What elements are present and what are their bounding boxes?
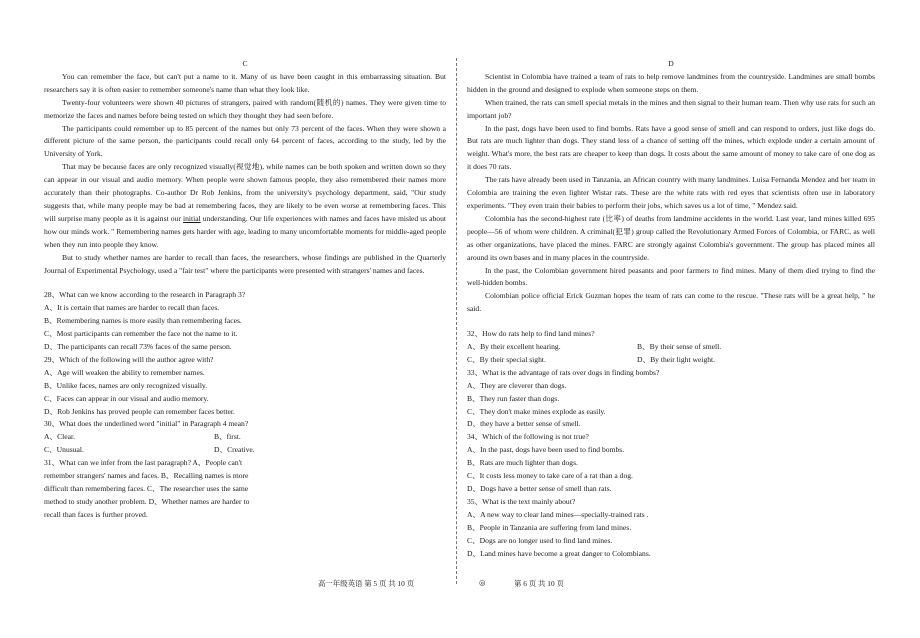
question-34-stem: 34、Which of the following is not true? xyxy=(467,432,589,442)
paragraph-4-text-b: understanding. Our life experiences with names and faces have misled us about how our minds work. " Remembering names gets harder with age, leading to many uncomfortable moments for middle-aged people when they run into people they know. xyxy=(44,213,447,249)
footer-binding-mark: ◎ xyxy=(479,578,486,587)
question-28-option-b: B、Remembering names is more easily than remembering faces. xyxy=(44,316,242,326)
question-31-line-4: method to study another problem. D、Whether names are harder to xyxy=(44,496,250,506)
question-31-line-5: recall than faces is further proved. xyxy=(44,509,148,519)
passage-d-paragraph-3: In the past, dogs have been used to find bombs. Rats have a good sense of smell and can respond to orders, just like dogs do. But rats are much lighter than dogs. They stand less of a chance of setting off the mines, which explode under a certain amount of weight. What's more, the best rats are cheaper to keep than dogs. It costs about the same amount of money to take care of one dog as it does 70 rats. xyxy=(467,123,875,172)
question-28-stem: 28、What can we know according to the research in Paragraph 3? xyxy=(44,290,246,300)
question-30-option-a: A、Clear. xyxy=(44,432,76,442)
question-29-option-b: B、Unlike faces, names are only recognized visually. xyxy=(44,380,208,390)
question-32-option-b: B、By their sense of smell. xyxy=(637,342,722,352)
question-30-options-row-1 xyxy=(44,431,446,444)
question-29-option-c: C、Faces can appear in our visual and audio memory. xyxy=(44,393,209,403)
question-33-option-d: D、they have a better sense of smell. xyxy=(467,419,581,429)
question-32-option-c: C、By their special sight. xyxy=(467,354,546,364)
passage-c-paragraph-3: The participants could remember up to 85 percent of the names but only 73 percent of the faces. When they were shown a different picture of the same person, the participants could recall only 64 percent of faces, according to the study, led by the University of York. xyxy=(44,123,446,159)
question-33-option-c: C、They don't make mines explode as easily. xyxy=(467,406,606,416)
passage-d-paragraph-7: Colombian police official Erick Guzman hopes the team of rats can come to the rescue. "These rats will be a great help, " he said. xyxy=(467,291,875,314)
question-29-stem: 29、Which of the following will the author agree with? xyxy=(44,354,214,364)
passage-d-paragraph-6: In the past, the Colombian government hired peasants and poor farmers to find mines. Many of them died trying to find the well-hidden bombs. xyxy=(467,265,875,288)
passage-d-paragraph-5: Colombia has the second-highest rate (比率) of deaths from landmine accidents in the world. Last year, land mines killed 695 people—56 of whom were children. A criminal(犯罪) group called the Revolutionary Armed Forces of Colombia, or FARC, as well as other organizations, have placed the mines. FARC are strongly against Colombia's government. The group has placed mines all around its own bases and in many places in the countryside. xyxy=(467,213,875,262)
footer-page-5: 高一年级英语 第 5 页 共 10 页 xyxy=(318,579,415,588)
passage-d-paragraph-1: Scientist in Colombia have trained a team of rats to help remove landmines from the countryside. Landmines are small bombs hidden in the ground and designed to explode when someone steps on them. xyxy=(467,71,875,94)
question-34-option-c: C、It costs less money to take care of a rat than a dog. xyxy=(467,471,633,481)
left-column xyxy=(44,58,446,522)
question-30-options-row-2 xyxy=(44,444,446,457)
question-30-stem: 30、What does the underlined word "initial" in Paragraph 4 mean? xyxy=(44,419,249,429)
section-c-title: C xyxy=(242,59,248,68)
section-d-title: D xyxy=(668,59,674,68)
question-28-option-a: A、It is certain that names are harder to recall than faces. xyxy=(44,303,220,313)
question-35-option-b: B、People in Tanzania are suffering from land mines. xyxy=(467,522,632,532)
passage-c-paragraph-2: Twenty-four volunteers were shown 40 pictures of strangers, paired with random(随机的) names. They were given time to memorize the faces and names before being tested on which they thought they had seen before. xyxy=(44,97,446,120)
question-35-option-c: C、Dogs are no longer used to find land mines. xyxy=(467,535,613,545)
passage-d-paragraph-2: When trained, the rats can smell special metals in the mines and then signal to their human team. Then why use rats for such an important job? xyxy=(467,97,875,120)
question-30-option-d: D、Creative. xyxy=(214,445,255,455)
question-32-options-row-1 xyxy=(467,341,875,354)
question-34-option-a: A、In the past, dogs have been used to find bombs. xyxy=(467,445,625,455)
passage-c-paragraph-1: You can remember the face, but can't put a name to it. Many of us have been caught in this embarrassing situation. But researchers say it is often easier to remember someone's name than what they look like. xyxy=(44,71,446,94)
paragraph-4-text-a: That may be because faces are only recognized visually(视觉地), while names can be both spoken and written down so they can appear in our visual and audio memory. When people were shown famous people, they also remembered their names more accurately than their photographs. Co-author Dr Rob Jenkins, from the university's psychology department, said, "Our study suggests that, while many people may be bad at remembering faces, they are likely to be even worse at remembering faces. This will surprise many people as it is against our xyxy=(44,162,446,223)
right-column xyxy=(467,58,875,560)
passage-d-paragraph-4: The rats have already been used in Tanzania, an African country with many landmines. Luisa Fernanda Mendez and her team in Colombia are training the even lighter Wistar rats. These are the white rats with red eyes that scientists often use in laboratory experiments. "They even train their babies to perform their jobs, which saves us a lot of time, " Mendez said. xyxy=(467,175,875,210)
footer-page-6: 第 6 页 共 10 页 xyxy=(514,579,564,588)
question-32-options-row-2 xyxy=(467,354,875,367)
question-35-stem: 35、What is the text mainly about? xyxy=(467,496,576,506)
question-31-line-3: difficult than remembering faces. C、The researcher uses the same xyxy=(44,484,249,493)
question-28-option-c: C、Most participants can remember the face not the name to it. xyxy=(44,329,238,339)
question-29-option-a: A、Age will weaken the ability to remember names. xyxy=(44,367,205,377)
passage-c-paragraph-4 xyxy=(44,161,446,251)
question-33-option-b: B、They run faster than dogs. xyxy=(467,393,560,403)
question-32-option-d: D、By their light weight. xyxy=(637,354,716,364)
question-33-option-a: A、They are cleverer than dogs. xyxy=(467,380,567,390)
question-31-line-1: 31、What can we infer from the last paragraph? A、People can't xyxy=(44,458,243,468)
question-30-option-b: B、first. xyxy=(214,432,241,442)
question-32-stem: 32、How do rats help to find land mines? xyxy=(467,329,595,339)
question-34-option-b: B、Rats are much lighter than dogs. xyxy=(467,458,578,468)
question-35-option-a: A、A new way to clear land mines—specially-trained rats . xyxy=(467,509,649,519)
column-divider xyxy=(456,58,457,584)
question-35-option-d: D、Land mines have become a great danger to Colombians. xyxy=(467,548,651,558)
question-29-option-d: D、Rob Jenkins has proved people can remember faces better. xyxy=(44,406,235,416)
question-28-option-d: D、The participants can recall 73% faces of the same person. xyxy=(44,342,232,352)
passage-c-paragraph-5: But to study whether names are harder to recall than faces, the researchers, whose findings are published in the Quarterly Journal of Experimental Psychology, used a "fair test" where the participants were presented with strangers' names and faces. xyxy=(44,252,446,275)
question-34-option-d: D、Dogs have a better sense of smell than rats. xyxy=(467,484,612,493)
question-33-stem: 33、What is the advantage of rats over dogs in finding bombs? xyxy=(467,367,660,377)
question-30-option-c: C、Unusual. xyxy=(44,445,84,455)
underlined-word-initial: initial xyxy=(182,213,201,223)
question-31-line-2: remember strangers' names and faces. B、Recalling names is more xyxy=(44,471,249,481)
question-32-option-a: A、By their excellent hearing. xyxy=(467,342,561,352)
